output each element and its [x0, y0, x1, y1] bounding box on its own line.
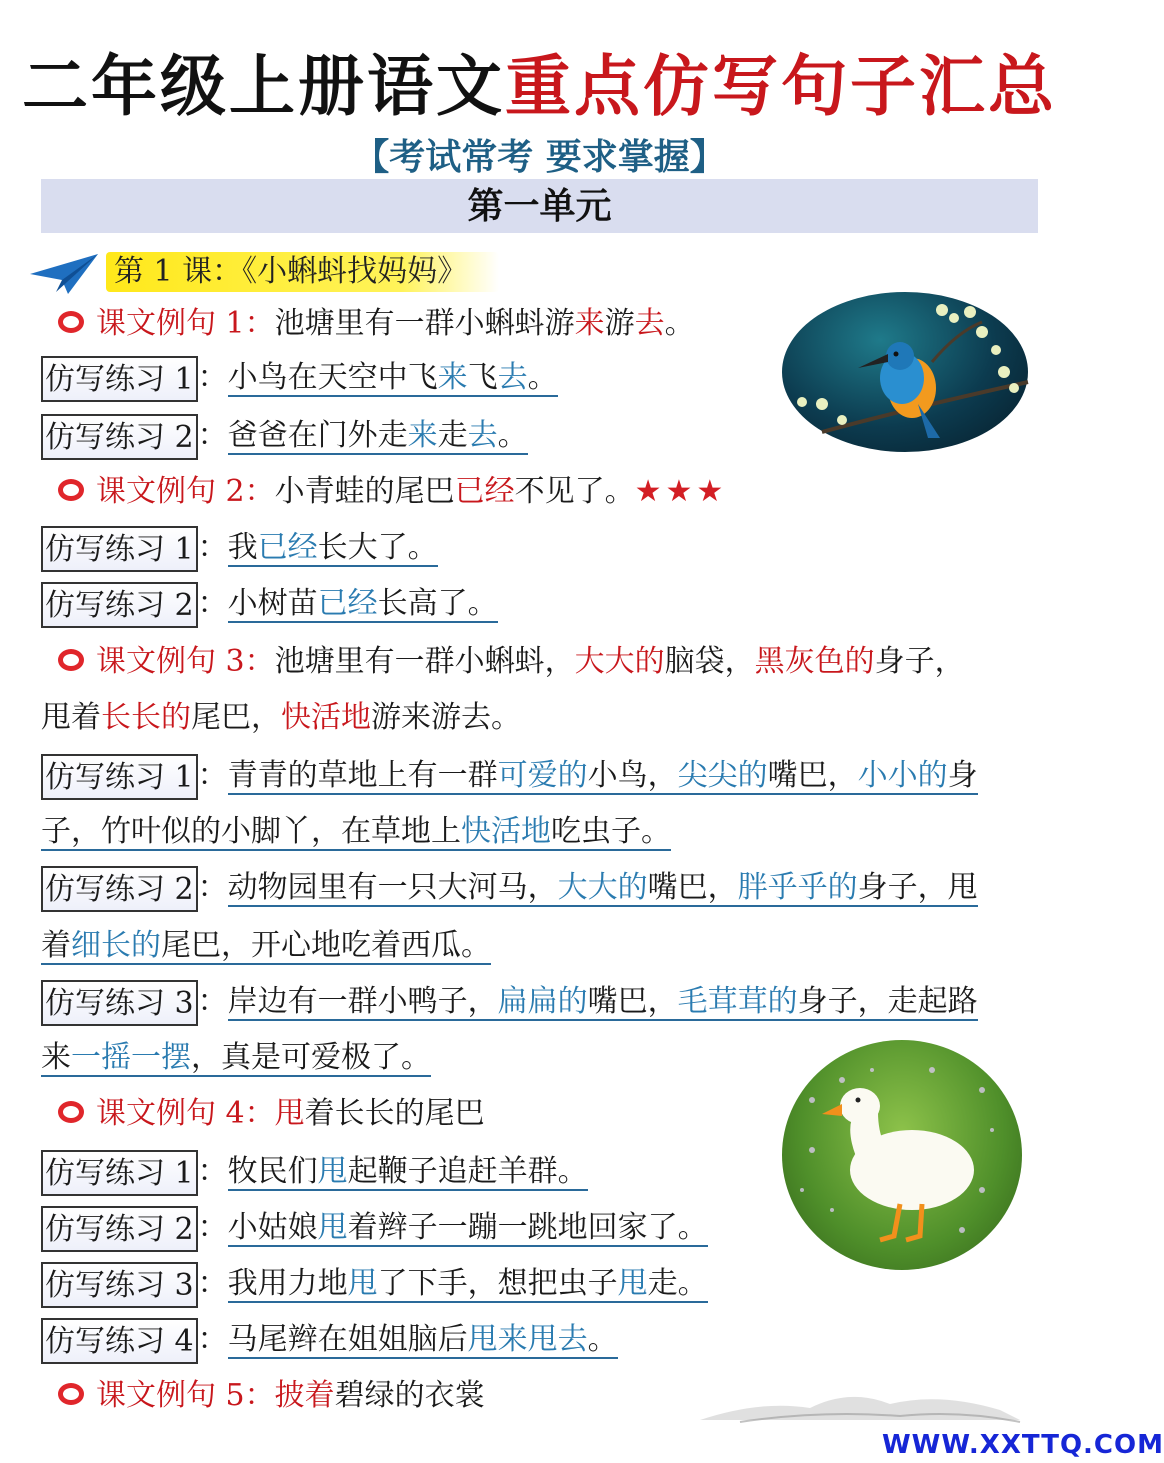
highlight-text: 来	[437, 360, 468, 395]
highlight-text: 胖乎乎的	[737, 870, 858, 905]
sentence-text: 飞	[467, 360, 498, 395]
sentence-text: 牧民们	[227, 1154, 318, 1189]
sentence-text: 。	[664, 306, 695, 341]
sentence-continuation	[41, 806, 671, 858]
continuation-text	[41, 700, 521, 735]
highlight-text: 快活地	[281, 700, 371, 735]
sentence-text: 长大了。	[317, 530, 438, 565]
sentence-text: 池塘里有一群小蝌蚪游	[274, 306, 575, 341]
colon: ：	[197, 530, 228, 565]
sentence-text: 岸边有一群小鸭子，	[227, 984, 498, 1019]
highlight-text: 大大的	[557, 870, 648, 905]
practice-sentence	[41, 750, 978, 802]
sentence-text: 甩着	[41, 700, 101, 735]
sentence-text: 青青的草地上有一群	[227, 758, 498, 793]
title-black: 二年级上册语文	[22, 48, 505, 125]
practice-answer	[228, 1266, 708, 1303]
sentence-text: 脑袋，	[664, 644, 755, 679]
practice-answer	[228, 758, 978, 795]
sentence-text: 起鞭子追赶羊群。	[347, 1154, 588, 1189]
sentence-text: 走	[437, 418, 468, 453]
example-sentence	[58, 636, 965, 688]
sentence-text: 。	[587, 1322, 618, 1357]
highlight-text: 小小的	[857, 758, 948, 793]
highlight-text: 甩	[274, 1096, 305, 1131]
practice-sentence	[41, 352, 558, 404]
highlight-text: 甩	[317, 1154, 348, 1189]
ring-bullet-icon	[58, 479, 84, 501]
sentence-text: 小青蛙的尾巴	[274, 474, 455, 509]
sentence-text: 着	[41, 928, 71, 963]
highlight-text: 甩	[317, 1210, 348, 1245]
practice-label: 仿写练习 1	[41, 1150, 198, 1196]
highlight-text: 甩	[347, 1266, 378, 1301]
colon: ：	[197, 360, 228, 395]
highlight-text: 黑灰色的	[754, 644, 875, 679]
practice-label: 仿写练习 1	[41, 526, 198, 572]
sentence-text: 爸爸在门外走	[227, 418, 408, 453]
example-label: 课文例句 4：	[96, 1096, 275, 1131]
highlight-text: 已经	[454, 474, 515, 509]
sentence-text: 小鸟，	[587, 758, 678, 793]
sentence-text: 长高了。	[377, 586, 498, 621]
practice-label: 仿写练习 2	[41, 866, 198, 912]
example-label: 课文例句 2：	[96, 474, 275, 509]
sentence-continuation	[41, 692, 521, 744]
highlight-text: 去	[634, 306, 665, 341]
colon: ：	[197, 870, 228, 905]
sentence-text: 。	[527, 360, 558, 395]
colon: ：	[197, 758, 228, 793]
continuation-text	[41, 814, 671, 851]
sentence-continuation	[41, 920, 491, 972]
practice-answer	[228, 360, 558, 397]
sentence-text: 来	[41, 1040, 71, 1075]
practice-sentence	[41, 1314, 618, 1366]
sentence-text: 我	[227, 530, 258, 565]
page-title	[0, 42, 1079, 132]
practice-answer	[228, 1154, 588, 1191]
practice-label: 仿写练习 1	[41, 754, 198, 800]
title-red: 重点仿写句子汇总	[505, 48, 1057, 125]
practice-label: 仿写练习 3	[41, 1262, 198, 1308]
ring-bullet-icon	[58, 311, 84, 333]
practice-sentence	[41, 522, 438, 574]
example-label: 课文例句 5：	[96, 1378, 275, 1413]
practice-label: 仿写练习 3	[41, 980, 198, 1026]
sentence-text: 身子，甩	[857, 870, 978, 905]
colon: ：	[197, 418, 228, 453]
highlight-text: 毛茸茸的	[677, 984, 798, 1019]
practice-sentence	[41, 410, 528, 462]
sentence-text: 嘴巴，	[647, 870, 738, 905]
sentence-text: 不见了。	[514, 474, 635, 509]
sentence-text: ，真是可爱极了。	[191, 1040, 431, 1075]
sentence-text: 马尾辫在姐姐脑后	[227, 1322, 468, 1357]
colon: ：	[197, 586, 228, 621]
highlight-text: 来	[407, 418, 438, 453]
highlight-text: 来	[574, 306, 605, 341]
sentence-text: 。	[497, 418, 528, 453]
sentence-text: 身子，	[874, 644, 965, 679]
highlight-text: 披着	[274, 1378, 335, 1413]
practice-answer	[228, 418, 528, 455]
sentence-continuation	[41, 1032, 431, 1084]
practice-sentence	[41, 1146, 588, 1198]
practice-sentence	[41, 976, 978, 1028]
example-sentence	[58, 1088, 485, 1140]
highlight-text: 一摇一摆	[71, 1040, 191, 1075]
importance-stars: ★★★	[634, 474, 728, 509]
ring-bullet-icon	[58, 1101, 84, 1123]
sentence-text: 着辫子一蹦一跳地回家了。	[347, 1210, 708, 1245]
sentence-text: 子，竹叶似的小脚丫，在草地上	[41, 814, 461, 849]
practice-label: 仿写练习 2	[41, 1206, 198, 1252]
highlight-text: 快活地	[461, 814, 551, 849]
sentence-text: 嘴巴，	[767, 758, 858, 793]
highlight-text: 扁扁的	[497, 984, 588, 1019]
sentence-text: 小树苗	[227, 586, 318, 621]
highlight-text: 甩	[617, 1266, 648, 1301]
practice-answer	[228, 870, 978, 907]
highlight-text: 甩来甩去	[467, 1322, 588, 1357]
ring-bullet-icon	[58, 1383, 84, 1405]
practice-sentence	[41, 1258, 708, 1310]
practice-answer	[228, 530, 438, 567]
sentence-text: 身	[947, 758, 978, 793]
highlight-text: 可爱的	[497, 758, 588, 793]
sentence-text: 尾巴，开心地吃着西瓜。	[161, 928, 491, 963]
colon: ：	[197, 1210, 228, 1245]
paper-plane-icon	[28, 248, 100, 298]
example-label: 课文例句 1：	[96, 306, 275, 341]
duck-photo	[782, 1040, 1022, 1270]
highlight-text: 大大的	[574, 644, 665, 679]
example-sentence	[58, 466, 727, 518]
sentence-text: 着长长的尾巴	[304, 1096, 485, 1131]
unit-heading: 第一单元	[41, 179, 1038, 233]
practice-label: 仿写练习 4	[41, 1318, 198, 1364]
kingfisher-photo	[782, 292, 1028, 452]
practice-answer	[228, 984, 978, 1021]
sentence-text: 动物园里有一只大河马，	[227, 870, 558, 905]
practice-answer	[228, 586, 498, 623]
colon: ：	[197, 984, 228, 1019]
sentence-text: 身子，走起路	[797, 984, 978, 1019]
highlight-text: 已经	[257, 530, 318, 565]
lesson-label: 第 1 课：《小蝌蚪找妈妈》	[106, 252, 499, 292]
practice-answer	[228, 1210, 708, 1247]
continuation-text	[41, 928, 491, 965]
highlight-text: 长长的	[101, 700, 191, 735]
sentence-text: 尾巴，	[191, 700, 281, 735]
website-watermark: WWW.XXTTQ.COM	[882, 1430, 1164, 1460]
practice-label: 仿写练习 2	[41, 582, 198, 628]
highlight-text: 已经	[317, 586, 378, 621]
sentence-text: 我用力地	[227, 1266, 348, 1301]
example-sentence	[58, 1370, 485, 1422]
example-label: 课文例句 3：	[96, 644, 275, 679]
sentence-text: 小姑娘	[227, 1210, 318, 1245]
sentence-text: 嘴巴，	[587, 984, 678, 1019]
practice-sentence	[41, 1202, 708, 1254]
highlight-text: 细长的	[71, 928, 161, 963]
colon: ：	[197, 1322, 228, 1357]
continuation-text	[41, 1040, 431, 1077]
practice-label: 仿写练习 1	[41, 356, 198, 402]
subtitle: 【考试常考 要求掌握】	[353, 136, 726, 178]
highlight-text: 去	[467, 418, 498, 453]
sentence-text: 游	[604, 306, 635, 341]
practice-label: 仿写练习 2	[41, 414, 198, 460]
practice-sentence	[41, 862, 978, 914]
sentence-text: 池塘里有一群小蝌蚪，	[274, 644, 575, 679]
ink-mountain-decoration	[700, 1370, 1020, 1430]
colon: ：	[197, 1154, 228, 1189]
practice-sentence	[41, 578, 498, 630]
sentence-text: 了下手，想把虫子	[377, 1266, 618, 1301]
sentence-text: 游来游去。	[371, 700, 521, 735]
sentence-text: 碧绿的衣裳	[334, 1378, 485, 1413]
highlight-text: 尖尖的	[677, 758, 768, 793]
sentence-text: 走。	[647, 1266, 708, 1301]
highlight-text: 去	[497, 360, 528, 395]
colon: ：	[197, 1266, 228, 1301]
sentence-text: 小鸟在天空中飞	[227, 360, 438, 395]
practice-answer	[228, 1322, 618, 1359]
ring-bullet-icon	[58, 649, 84, 671]
sentence-text: 吃虫子。	[551, 814, 671, 849]
example-sentence	[58, 298, 695, 350]
